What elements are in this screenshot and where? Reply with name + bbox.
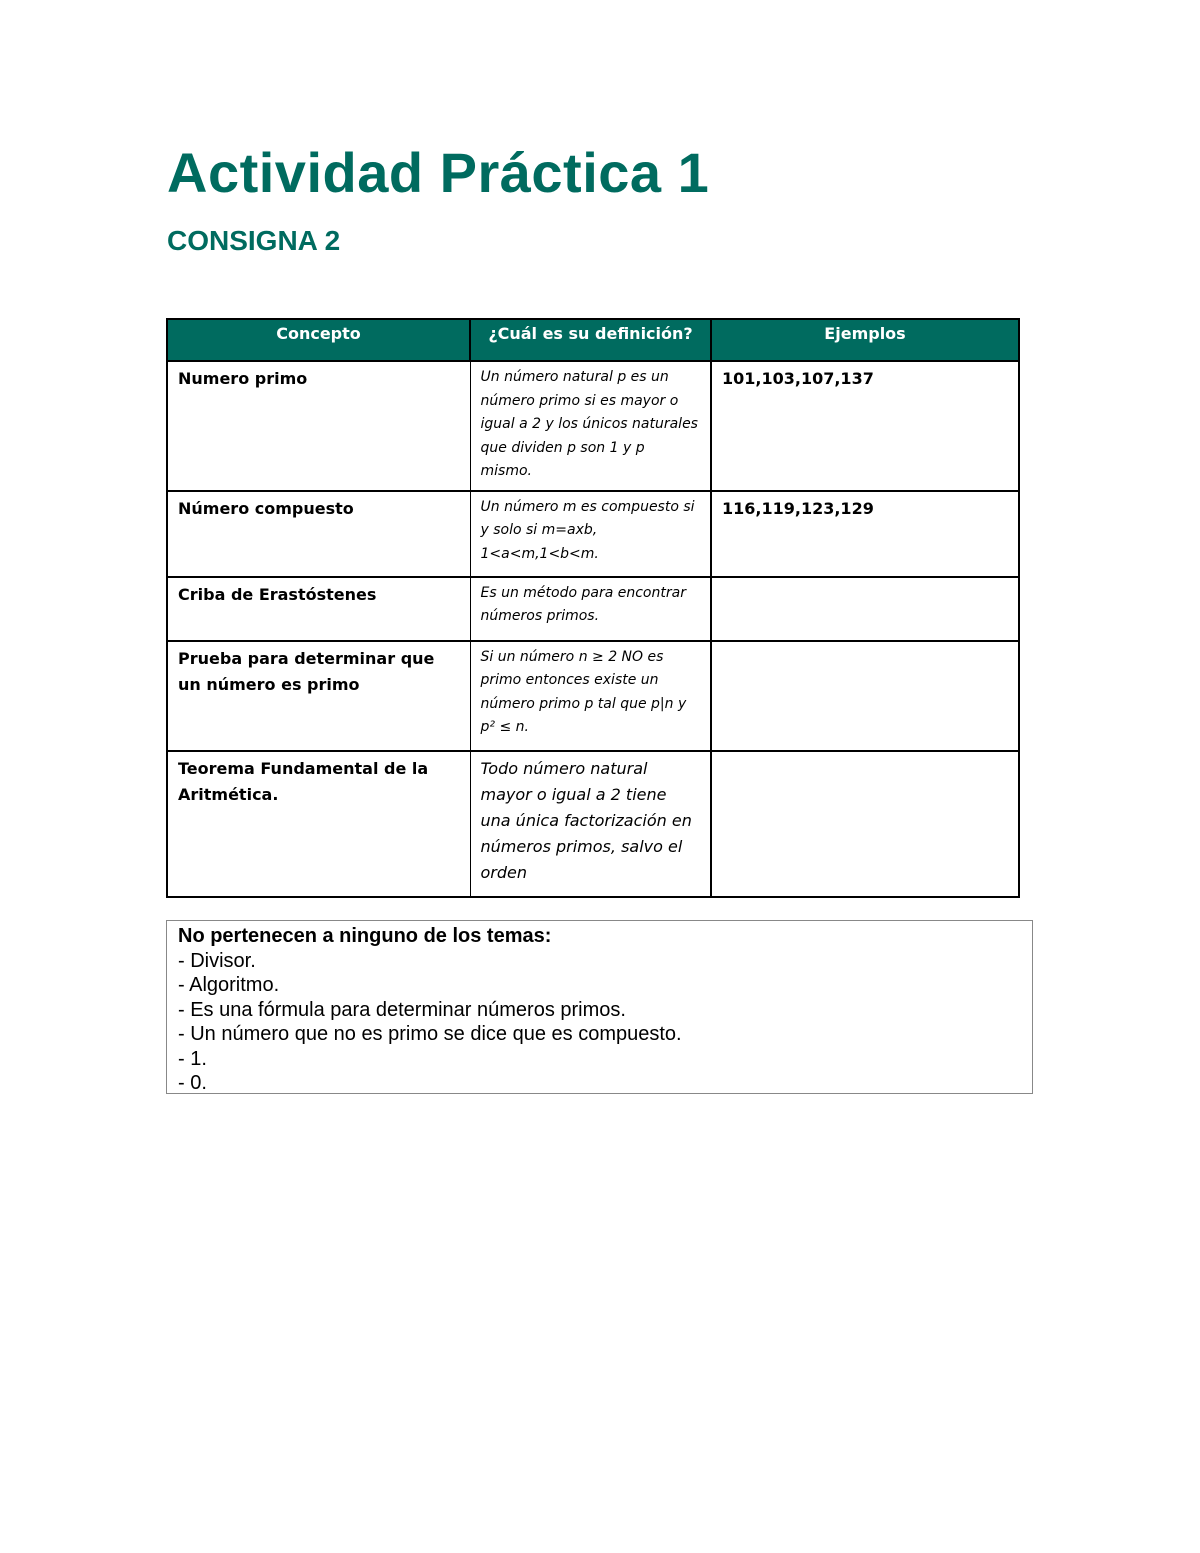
examples-text: 101,103,107,137: [722, 369, 874, 388]
list-item: - Divisor.: [178, 949, 256, 972]
definition-cell: [470, 577, 711, 641]
header-examples: Ejemplos: [711, 319, 1019, 361]
list-item: - 0.: [178, 1072, 207, 1094]
list-item: - Algoritmo.: [178, 974, 280, 996]
examples-text: 116,119,123,129: [722, 498, 874, 518]
definition-cell: [470, 491, 711, 577]
examples-cell: [711, 751, 1019, 897]
list-item: - Un número que no es primo se dice que es compuesto.: [178, 1023, 682, 1045]
examples-cell: [711, 641, 1019, 751]
examples-cell: [711, 491, 1019, 577]
definition-cell: [470, 361, 711, 491]
definition-text: Si un número n ≥ 2 NO es primo entonces existe un número primo p tal que p|n y p² ≤ n.: [480, 648, 687, 735]
list-item: - 1.: [178, 1047, 207, 1070]
definition-text: Es un método para encontrar números primos.: [480, 584, 686, 624]
concept-label: Número compuesto: [178, 498, 354, 518]
definition-cell: [470, 641, 711, 751]
examples-cell: [711, 577, 1019, 641]
definition-text: Un número natural p es un número primo si es mayor o igual a 2 y los únicos naturales que dividen p son 1 y p mismo.: [480, 369, 698, 479]
page-subtitle: CONSIGNA 2: [167, 225, 341, 256]
concept-label: Prueba para determinar que un número es primo: [178, 648, 435, 694]
concept-cell: [167, 361, 470, 491]
concept-label: Teorema Fundamental de la Aritmética.: [178, 758, 429, 804]
definition-cell: [470, 751, 711, 897]
notes-heading: No pertenecen a ninguno de los temas:: [178, 925, 552, 947]
table-header-row: [167, 319, 1019, 361]
concept-label: Numero primo: [178, 369, 308, 388]
notes-list: [178, 949, 1021, 1096]
table-row: [167, 641, 1019, 751]
table-row: [167, 491, 1019, 577]
header-concept: Concepto: [167, 319, 470, 361]
examples-cell: [711, 361, 1019, 491]
list-item: - Es una fórmula para determinar números primos.: [178, 998, 626, 1021]
concept-label: Criba de Erastóstenes: [178, 584, 377, 604]
definition-text: Un número m es compuesto si y solo si m=axb, 1<a<m,1<b<m.: [480, 498, 695, 562]
concepts-table: [166, 318, 1020, 898]
table-row: [167, 361, 1019, 491]
concept-cell: [167, 491, 470, 577]
notes-box: [166, 920, 1033, 1094]
table-row: [167, 577, 1019, 641]
header-definition: ¿Cuál es su definición?: [470, 319, 711, 361]
concept-cell: [167, 641, 470, 751]
definition-text: Todo número natural mayor o igual a 2 tiene una única factorización en números primos, salvo el orden: [480, 758, 692, 882]
concept-cell: [167, 577, 470, 641]
table-row: [167, 751, 1019, 897]
concept-cell: [167, 751, 470, 897]
page-title: Actividad Práctica 1: [167, 141, 710, 204]
